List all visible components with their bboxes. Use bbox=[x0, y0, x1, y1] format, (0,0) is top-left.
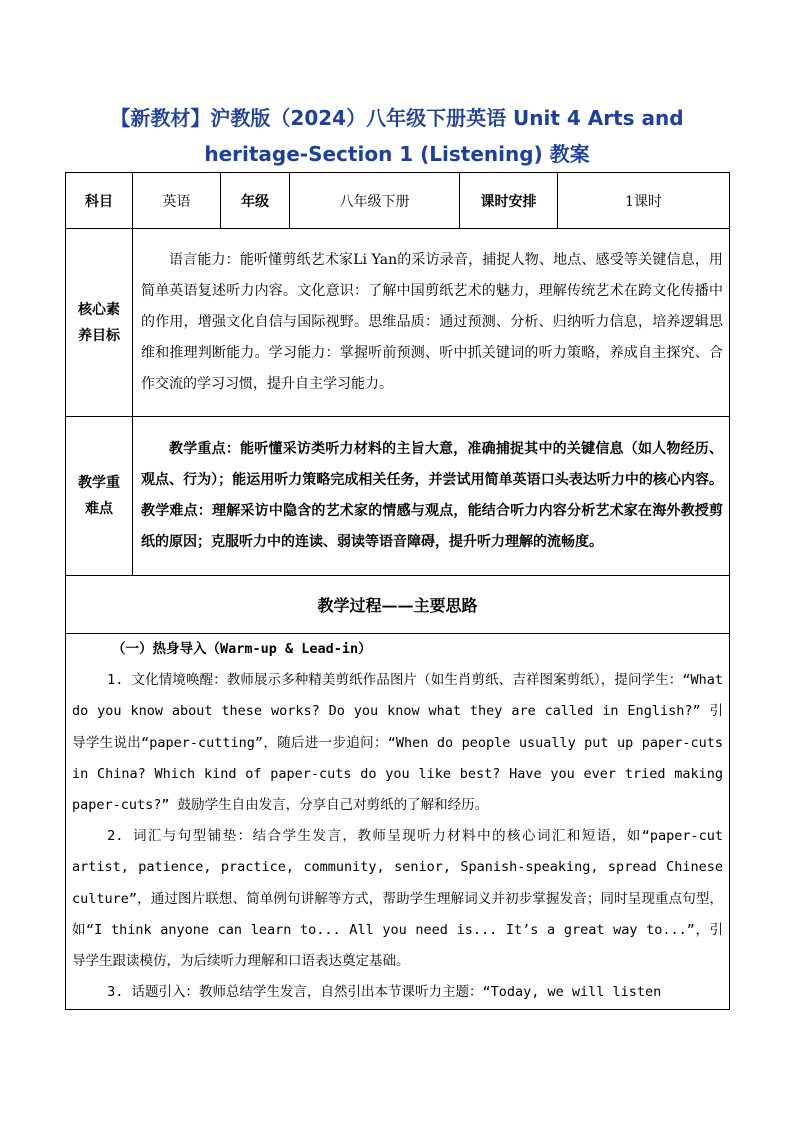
core-goals-text: 语言能力：能听懂剪纸艺术家Li Yan的采访录音，捕捉人物、地点、感受等关键信息，用简单英语复述听力内容。文化意识：了解中国剪纸艺术的魅力，理解传统艺术在跨文化传播中的作用，增强文化自信与国际视野。思维品质：通过预测、分析、归纳听力信息，培养逻辑思维和推理判断能力。学习能力：掌握听前预测、听中抓关键词的听力策略，养成自主探究、合作交流的学习习惯，提升自主学习能力。 bbox=[141, 252, 723, 392]
key-points-label bbox=[66, 417, 133, 576]
process-heading: 教学过程——主要思路 bbox=[66, 576, 730, 634]
section-warm-up: （一）热身导入（Warm-up & Lead-in） bbox=[112, 641, 372, 657]
core-goals-label-line-1: 核心素 bbox=[78, 301, 120, 318]
key-points-label-line-2: 难点 bbox=[85, 501, 113, 517]
core-goals-label-line-2: 养目标 bbox=[78, 327, 120, 344]
core-goals-label bbox=[66, 229, 133, 417]
lesson-plan-table bbox=[65, 172, 730, 1010]
schedule-value: 1课时 bbox=[558, 173, 730, 229]
grade-value: 八年级下册 bbox=[290, 173, 460, 229]
key-points-text: 教学重点：能听懂采访类听力材料的主旨大意，准确捕捉其中的关键信息（如人物经历、观点、行为）；能运用听力策略完成相关任务，并尝试用简单英语口头表达听力中的核心内容。教学难点：理解采访中隐含的艺术家的情感与观点，能结合听力内容分析艺术家在海外教授剪纸的原因；克服听力中的连读、弱读等语音障碍，提升听力理解的流畅度。 bbox=[141, 441, 723, 550]
key-points-label-line-1: 教学重 bbox=[78, 475, 120, 491]
process-steps-row bbox=[66, 634, 730, 1010]
process-steps-cell bbox=[66, 634, 730, 1010]
title-line-2: heritage-Section 1 (Listening) 教案 bbox=[204, 142, 590, 166]
core-goals-cell bbox=[133, 229, 730, 417]
step-3: 3. 话题引入：教师总结学生发言，自然引出本节课听力主题：“Today, we will listen bbox=[107, 984, 662, 1001]
title-line-1: 【新教材】沪教版（2024）八年级下册英语 Unit 4 Arts and bbox=[110, 106, 684, 130]
document-title bbox=[66, 100, 728, 172]
grade-label: 年级 bbox=[221, 173, 290, 229]
key-points-cell bbox=[133, 417, 730, 576]
process-heading-row bbox=[66, 576, 730, 634]
process-steps bbox=[66, 634, 729, 1009]
step-2: 2. 词汇与句型铺垫：结合学生发言，教师呈现听力材料中的核心词汇和短语，如“paper-cut artist, patience, practice, community, senior, Spanish-speaking, spread Chinese culture”，通过图片联想、简单例句讲解等方式，帮助学生理解词义并初步掌握发音；同时呈现重点句型，如“I think anyone can learn to... All you need is... It’s a great way to...”，引导学生跟读模仿，为后续听力理解和口语表达奠定基础。 bbox=[72, 828, 723, 970]
subject-label: 科目 bbox=[66, 173, 133, 229]
step-1: 1. 文化情境唤醒：教师展示多种精美剪纸作品图片（如生肖剪纸、吉祥图案剪纸），提问学生：“What do you know about these works? Do you know what they are called in English?” 引导学生说出“paper-cutting”，随后进一步追问：“When do people usually put up paper-cuts in China? Which kind of paper-cuts do you like best? Have you ever tried making paper-cuts?” 鼓励学生自由发言，分享自己对剪纸的了解和经历。 bbox=[72, 672, 723, 814]
schedule-label: 课时安排 bbox=[460, 173, 558, 229]
subject-value: 英语 bbox=[133, 173, 221, 229]
header-row bbox=[66, 173, 730, 229]
key-points-row bbox=[66, 417, 730, 576]
core-goals-row bbox=[66, 229, 730, 417]
